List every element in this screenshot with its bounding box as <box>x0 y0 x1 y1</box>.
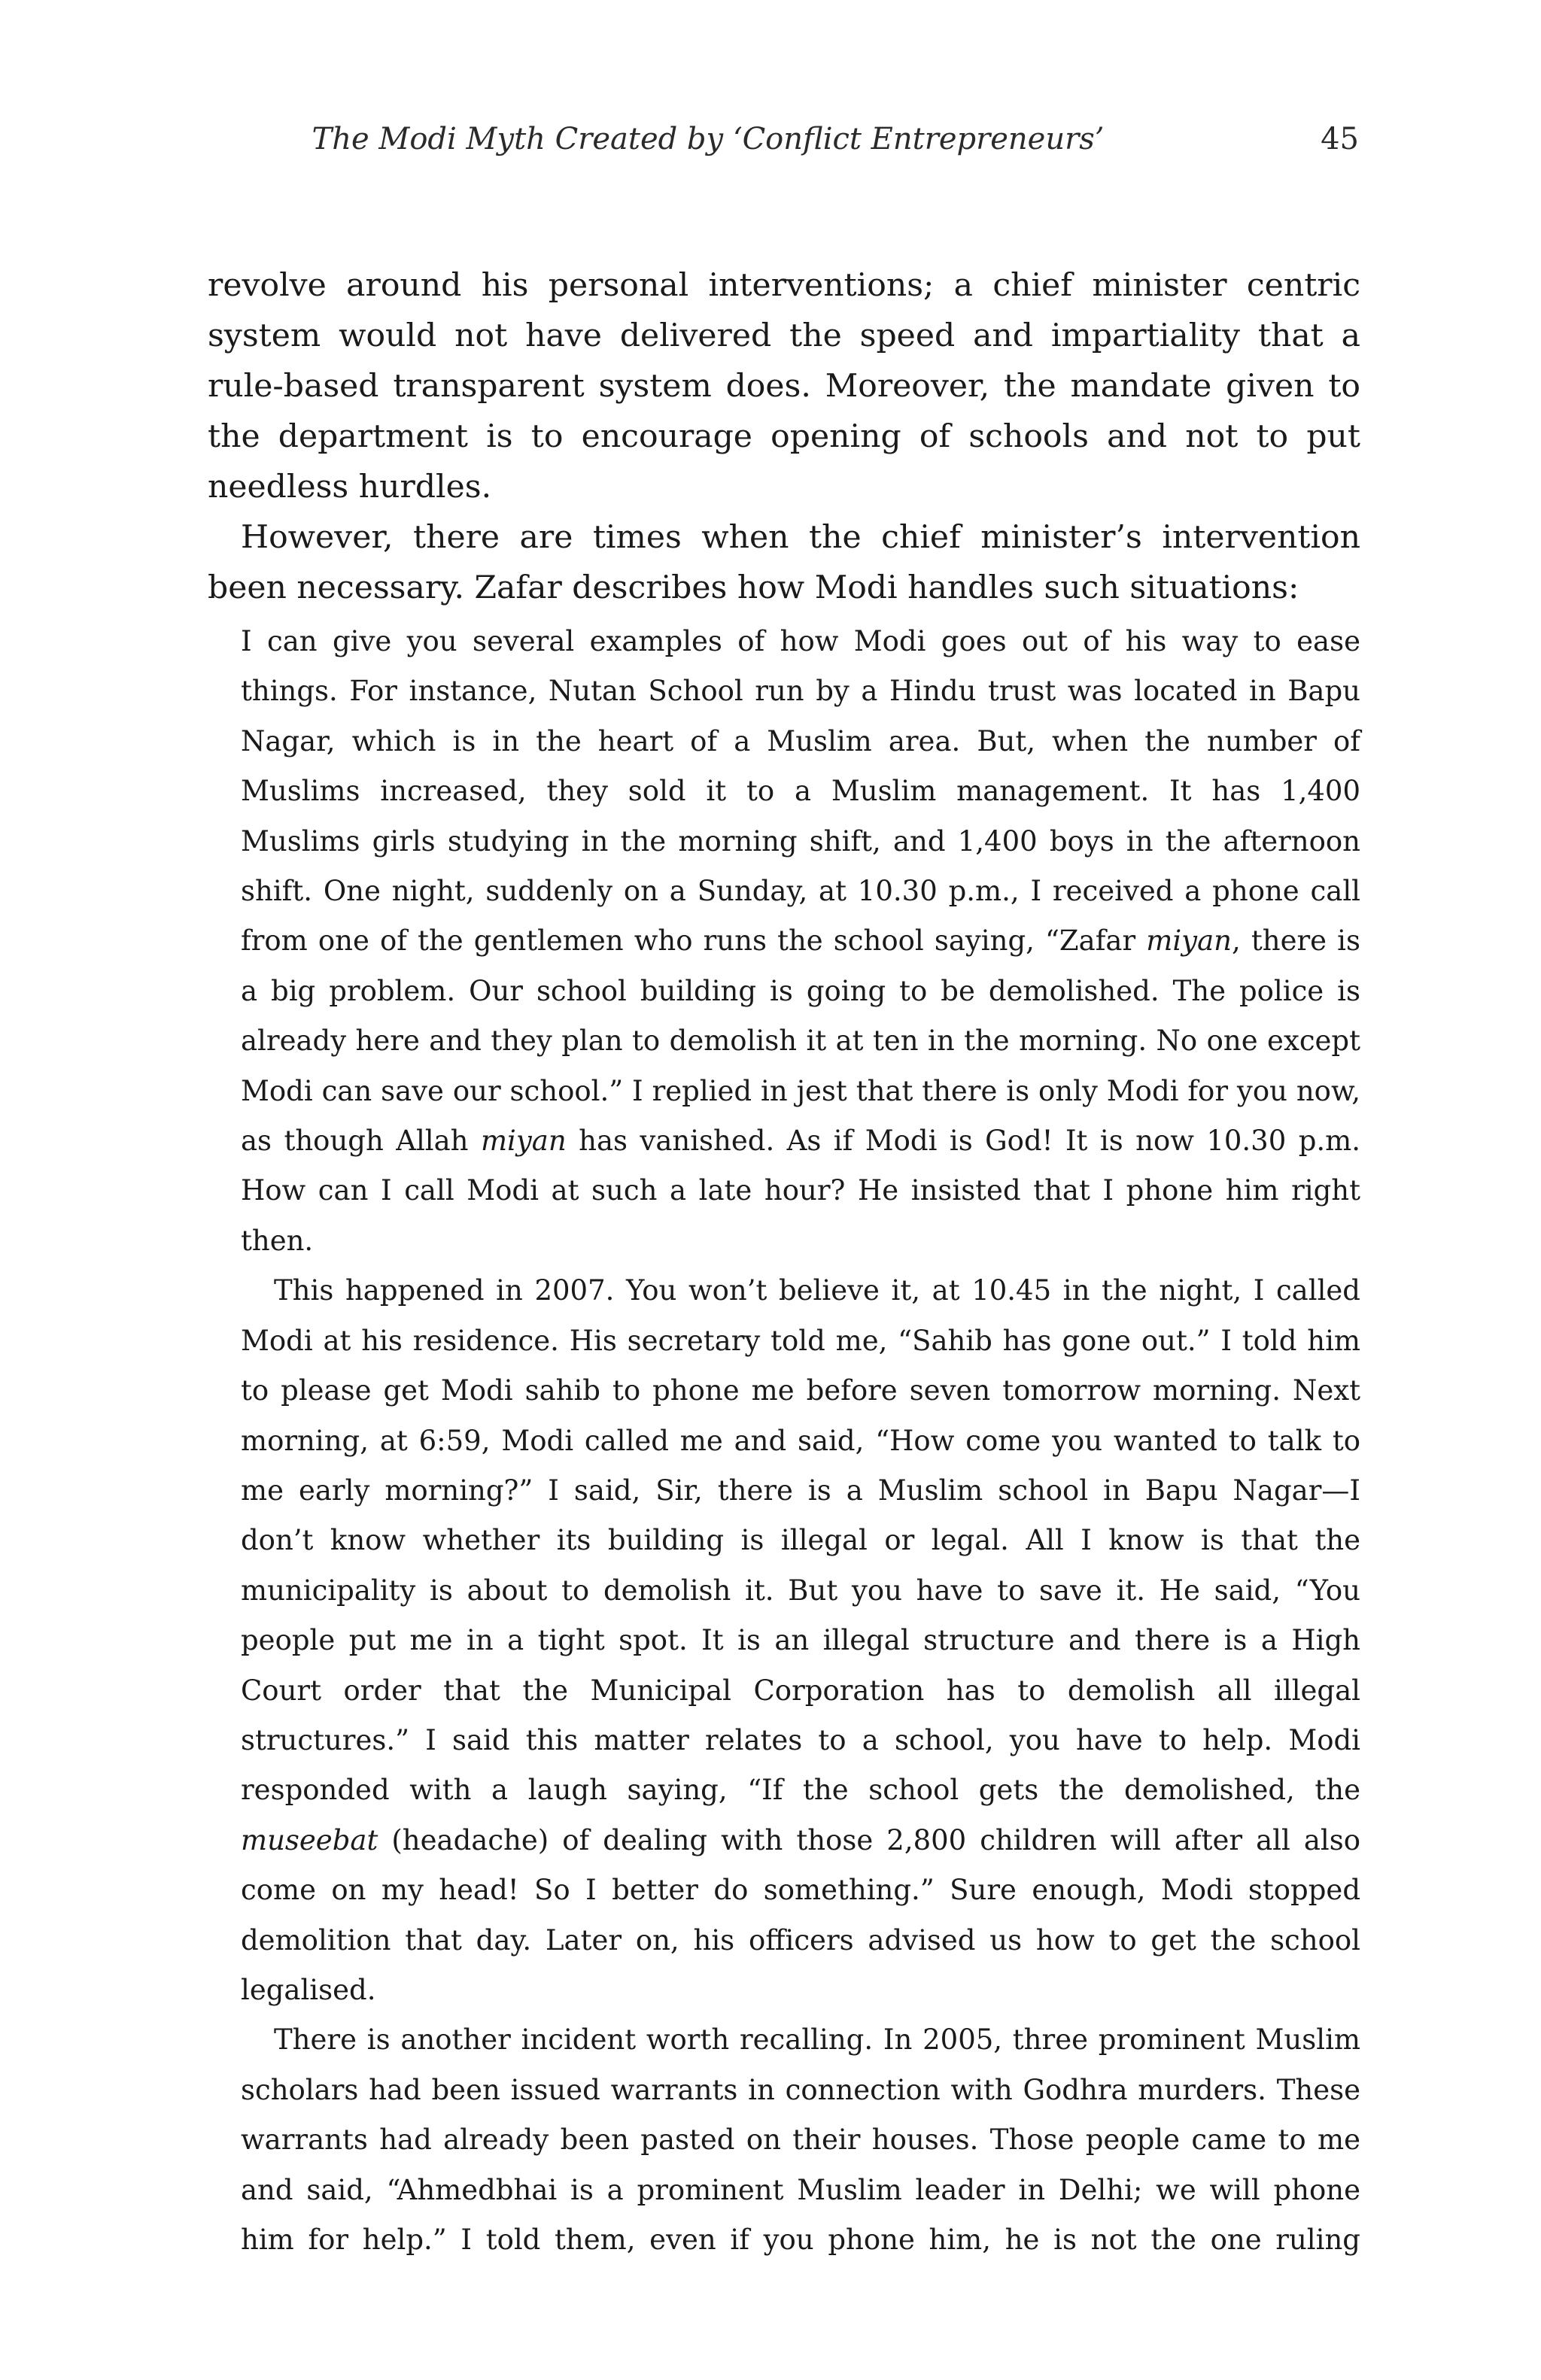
quote-paragraph <box>241 1266 1360 2015</box>
body-text <box>208 260 1360 613</box>
block-quote <box>241 617 1360 2265</box>
quote-text: This happened in 2007. You won’t believe it, at 10.45 in the night, I called Modi at his residence. His secretary told me, “Sahib has gone out.” I told him to please get Modi sahib to phone me before seven tomorrow morning. Next morning, at 6:59, Modi called me and said, “How come you wanted to talk to me early morning?” I said, Sir, there is a Muslim school in Bapu Nagar—I don’t know whether its building is illegal or legal. All I know is that the municipality is about to demolish it. But you have to save it. He said, “You people put me in a tight spot. It is an illegal structure and there is a High Court order that the Municipal Corporation has to demolish all illegal structures.” I said this matter relates to a school, you have to help. Modi responded with a laugh saying, “If the school gets the demolished, the <box>241 1274 1360 1807</box>
body-paragraph: revolve around his personal interventions; a chief minister centric system would not have delivered the speed and impartiality that a rule-based transparent system does. Moreover, the mandate given to the department is to encourage opening of schools and not to put needless hurdles. <box>208 267 1360 505</box>
quote-italic-term: museebat <box>241 1823 378 1856</box>
quote-text: I can give you several examples of how Modi goes out of his way to ease things. For instance, Nutan School run by a Hindu trust was located in Bapu Nagar, which is in the heart of a Muslim area. But, when the number of Muslims increased, they sold it to a Muslim management. It has 1,400 Muslims girls studying in the morning shift, and 1,400 boys in the afternoon shift. One night, suddenly on a Sunday, at 10.30 p.m., I received a phone call from one of the gentlemen who runs the school saying, “Zafar <box>241 625 1360 958</box>
quote-italic-term: miyan <box>480 1125 567 1158</box>
quote-paragraph: There is another incident worth recalling. In 2005, three prominent Muslim scholars had been issued warrants in connection with Godhra murders. These warrants had already been pasted on their houses. Those people came to me and said, “Ahmedbhai is a prominent Muslim leader in Delhi; we will phone him for help.” I told them, even if you phone him, he is not the one ruling <box>241 2023 1360 2256</box>
quote-text: , there is a big problem. Our school building is going to be demolished. The police is already here and they plan to demolish it at ten in the morning. No one except Modi can save our school.” I replied in jest that there is only Modi for you now, as though Allah <box>241 924 1360 1158</box>
quote-italic-term: miyan <box>1146 924 1232 958</box>
quote-text: (headache) of dealing with those 2,800 children will after all also come on my head! So I better do something.” Sure enough, Modi stopped demolition that day. Later on, his officers advised us how to get the school legalised. <box>241 1823 1360 2006</box>
body-paragraph: However, there are times when the chief minister’s intervention been necessary. Zafar describes how Modi handles such situations: <box>208 519 1360 606</box>
running-header <box>208 113 1366 165</box>
quote-text: has vanished. As if Modi is God! It is now 10.30 p.m. How can I call Modi at such a late hour? He insisted that I phone him right then. <box>241 1125 1360 1257</box>
running-title: The Modi Myth Created by ‘Conflict Entrepreneurs’ <box>312 122 1105 156</box>
quote-paragraph <box>241 617 1360 1266</box>
page-number: 45 <box>1321 122 1359 156</box>
